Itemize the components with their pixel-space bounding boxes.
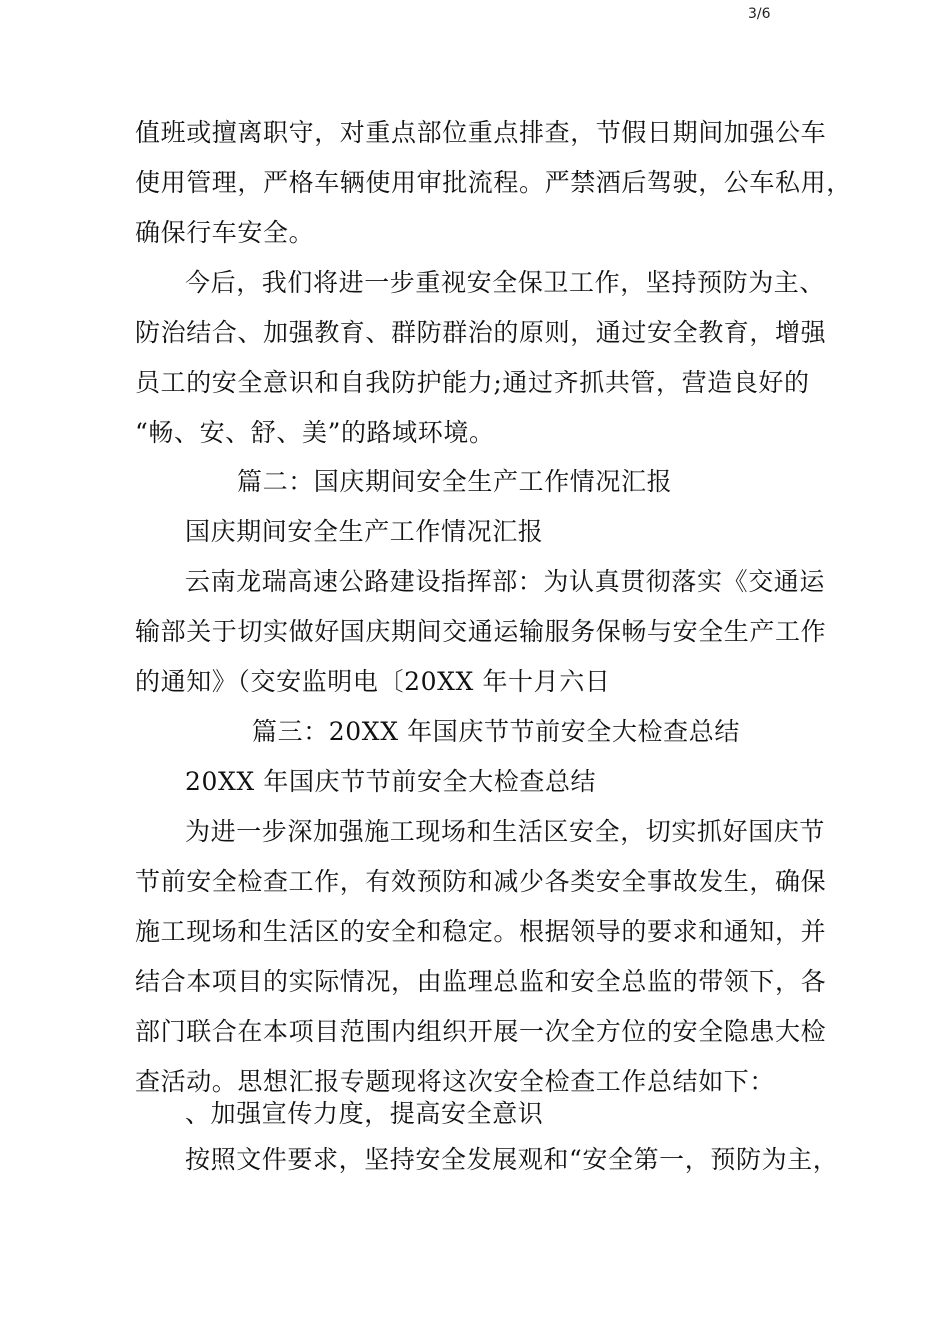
text-line: 使用管理，严格车辆使用审批流程。严禁酒后驾驶，公车私用， bbox=[135, 168, 852, 197]
text-line: “畅、安、舒、美”的路域环境。 bbox=[135, 418, 495, 447]
text-line: 20XX 年国庆节节前安全大检查总结 bbox=[185, 767, 597, 796]
text-line: 施工现场和生活区的安全和稳定。根据领导的要求和通知，并 bbox=[135, 917, 827, 946]
text-line: 确保行车安全。 bbox=[135, 218, 315, 247]
text-line: 结合本项目的实际情况，由监理总监和安全总监的带领下，各 bbox=[135, 967, 827, 996]
text-line: 节前安全检查工作，有效预防和减少各类安全事故发生，确保 bbox=[135, 867, 827, 896]
text-line: 今后，我们将进一步重视安全保卫工作，坚持预防为主、 bbox=[185, 268, 826, 297]
text-line: 为进一步深加强施工现场和生活区安全，切实抓好国庆节 bbox=[185, 817, 826, 846]
text-line: 、加强宣传力度，提高安全意识 bbox=[185, 1099, 544, 1128]
text-line: 国庆期间安全生产工作情况汇报 bbox=[185, 517, 544, 546]
text-line: 按照文件要求，坚持安全发展观和“安全第一，预防为主， bbox=[185, 1145, 839, 1174]
text-line: 的通知》（交安监明电〔20XX 年十月六日 bbox=[135, 667, 611, 696]
text-line: 查活动。思想汇报专题现将这次安全检查工作总结如下： bbox=[135, 1067, 776, 1096]
page-number: 3/6 bbox=[748, 6, 771, 22]
text-line: 云南龙瑞高速公路建设指挥部：为认真贯彻落实《交通运 bbox=[185, 567, 826, 596]
text-line: 员工的安全意识和自我防护能力;通过齐抓共管，营造良好的 bbox=[135, 368, 810, 397]
section-heading: 篇三：20XX 年国庆节节前安全大检查总结 bbox=[252, 717, 740, 746]
text-line: 输部关于切实做好国庆期间交通运输服务保畅与安全生产工作 bbox=[135, 617, 827, 646]
text-line: 部门联合在本项目范围内组织开展一次全方位的安全隐患大检 bbox=[135, 1017, 827, 1046]
text-line: 防治结合、加强教育、群防群治的原则，通过安全教育，增强 bbox=[135, 318, 827, 347]
section-heading: 篇二：国庆期间安全生产工作情况汇报 bbox=[237, 467, 673, 496]
text-line: 值班或擅离职守，对重点部位重点排查，节假日期间加强公车 bbox=[135, 118, 827, 147]
